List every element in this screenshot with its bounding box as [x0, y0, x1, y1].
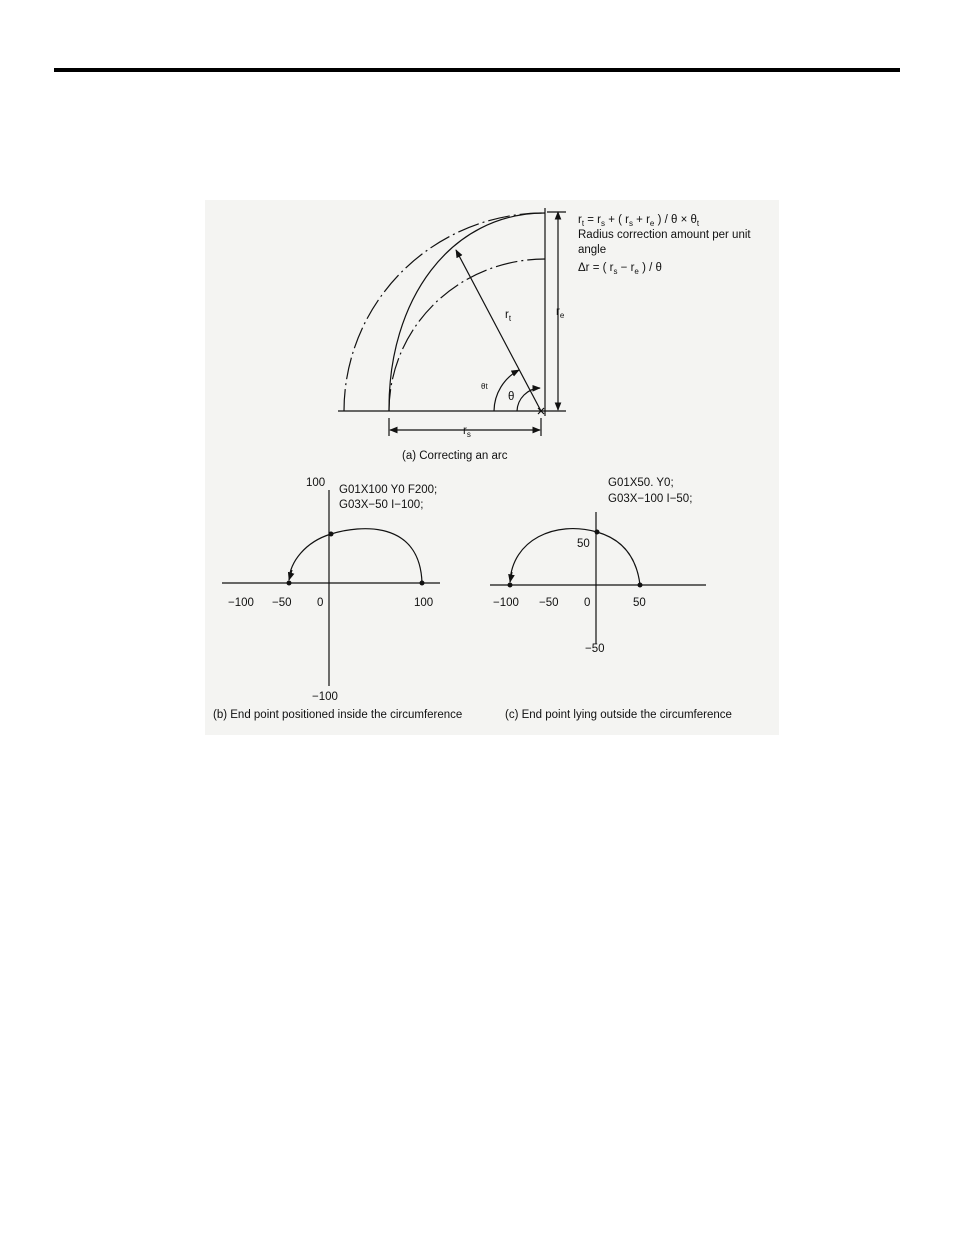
inner-dashdot-arc	[389, 259, 545, 411]
figure-b-text	[213, 477, 462, 721]
correction-description-line1: Radius correction amount per unit	[578, 229, 751, 241]
theta-label: θ	[508, 391, 515, 403]
radius-rt-line	[456, 250, 541, 411]
y-top-b: 100	[306, 477, 326, 489]
x-label-b-1: −100	[228, 597, 254, 609]
arc-c	[510, 529, 640, 585]
code-b-line2: G03X−50 I−100;	[339, 499, 424, 511]
corrected-spiral-arc	[389, 213, 545, 411]
theta-t-label: θt	[481, 382, 488, 391]
delta-r-formula: Δr = ( $r_s - r_e$ ) / θ	[578, 262, 662, 276]
x-label-c-4: 50	[633, 597, 646, 609]
outer-dashdot-arc	[344, 213, 545, 411]
point-b-mid	[329, 532, 334, 537]
figure-c-text	[493, 477, 732, 721]
rs-label: $r_s$	[463, 425, 471, 439]
y-top-c: 50	[577, 538, 590, 550]
x-label-b-3: 0	[317, 597, 324, 609]
point-c-start	[638, 583, 643, 588]
caption-a: (a) Correcting an arc	[402, 450, 508, 462]
point-b-start	[420, 581, 425, 586]
rt-formula: $r_t = r_s$ + ( $r_s + r_e$ ) / $\theta \times \theta_t$	[578, 214, 700, 228]
caption-b: (b) End point positioned inside the circumference	[213, 709, 463, 721]
y-bottom-c: −50	[585, 643, 605, 655]
correction-description-line2: angle	[578, 244, 607, 256]
x-label-b-4: 100	[414, 597, 434, 609]
figure-b	[222, 490, 440, 686]
rt-label: $r_t$	[505, 309, 512, 323]
caption-c: (c) End point lying outside the circumference	[505, 709, 732, 721]
theta-t-arc	[494, 370, 519, 411]
code-b-line1: G01X100 Y0 F200;	[339, 484, 438, 496]
figure-c	[490, 512, 706, 644]
x-label-c-2: −50	[539, 597, 559, 609]
theta-arc	[517, 388, 540, 411]
x-label-b-2: −50	[272, 597, 292, 609]
code-c-line2: G03X−100 I−50;	[608, 493, 693, 505]
x-label-c-3: 0	[584, 597, 591, 609]
y-bottom-b: −100	[312, 691, 338, 703]
figure-a	[338, 208, 566, 436]
re-label: $r_e$	[556, 306, 565, 320]
arc-b	[289, 529, 422, 583]
code-c-line1: G01X50. Y0;	[608, 477, 674, 489]
point-c-mid	[595, 530, 600, 535]
point-c-end	[508, 583, 513, 588]
figure-a-text	[402, 214, 751, 462]
point-b-end	[287, 581, 292, 586]
x-label-c-1: −100	[493, 597, 519, 609]
